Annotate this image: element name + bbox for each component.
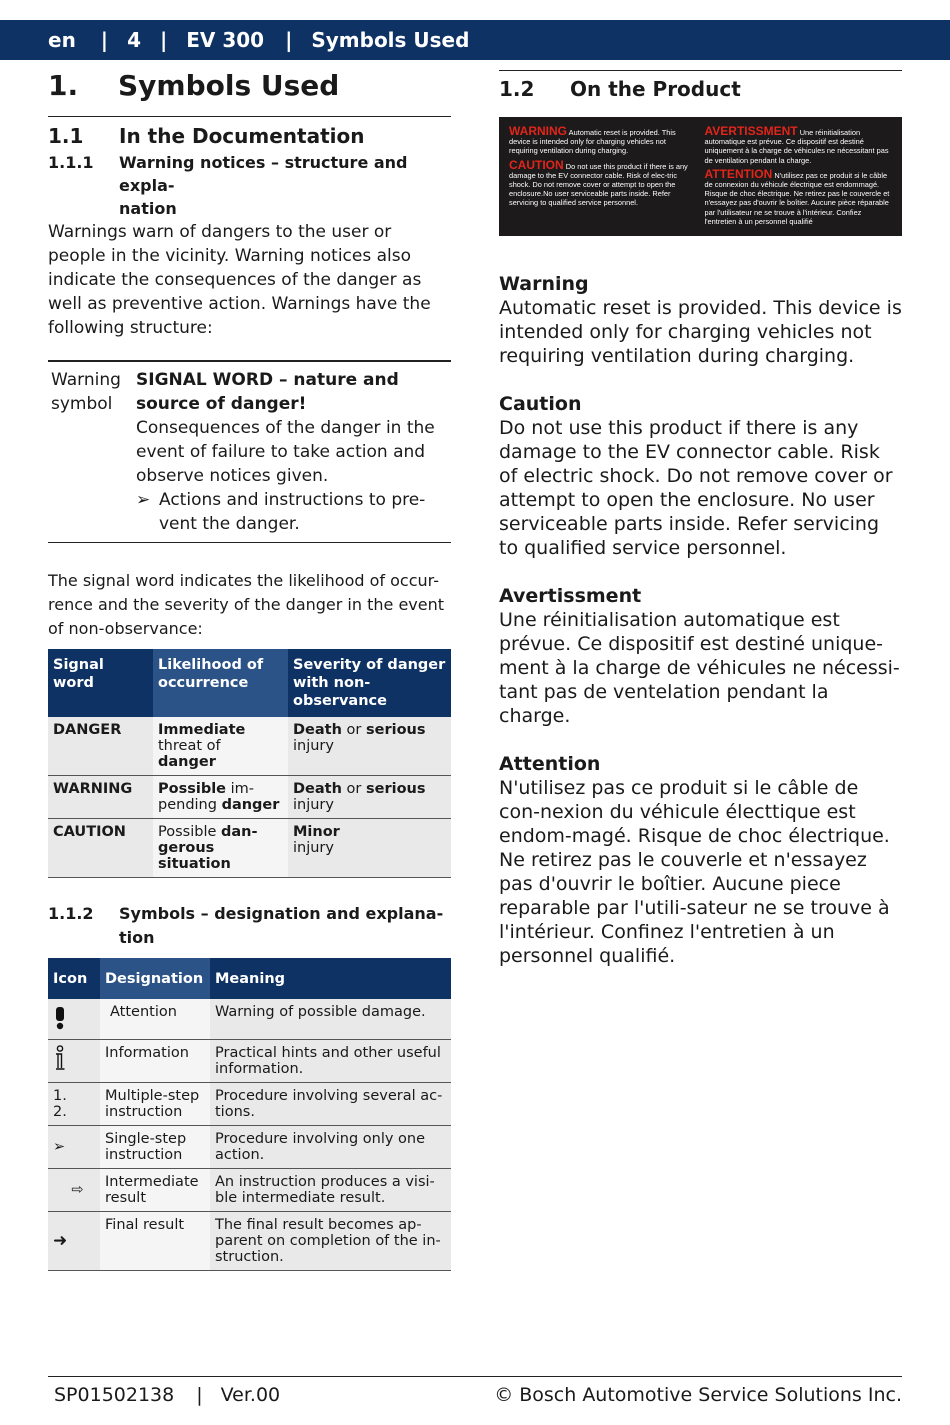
- table-row: [48, 1083, 451, 1126]
- meaning-cell: Warning of possible damage.: [210, 999, 451, 1040]
- right-column: [499, 66, 902, 968]
- header-separator: |: [100, 28, 109, 52]
- version: Ver.00: [220, 1384, 281, 1406]
- signal-word-intro: The signal word indicates the likelihood of occur-rence and the severity of the danger in the event of non-observance:: [48, 571, 445, 638]
- severity-cell: Death or serious injury: [288, 717, 451, 776]
- section-1-1-1-heading: [48, 151, 451, 220]
- notice-text: N'utilisez pas ce produit si le câble de con-nexion du véhicule électtique est endom-magé. Risque de choc électrique. Ne retirez pas le couverle et n'essayez pas d'ouvrir le boîtier. Aucune piece reparable par l'utili-sateur ne se trouve à l'intérieur. Confinez l'entretien à un personnel qualifié.: [499, 777, 890, 967]
- section-title: [119, 902, 443, 950]
- label-column-french: [704, 124, 893, 226]
- header-separator: |: [159, 28, 168, 52]
- notice-text: Do not use this product if there is any damage to the EV connector cable. Risk of electric shock. Do not remove cover or attempt to open the enclosure. No user serviceable parts inside. Refer servicing to qualified service personnel.: [499, 417, 893, 559]
- notice-text: Automatic reset is provided. This device is intended only for charging vehicles not requiring ventilation during charging.: [499, 297, 902, 367]
- notice-attention: [499, 752, 902, 968]
- exclamation-icon: [48, 999, 100, 1040]
- designation-cell: Intermediate result: [100, 1169, 210, 1212]
- page-header: [0, 20, 950, 60]
- meaning-cell: Procedure involving several ac-tions.: [210, 1083, 451, 1126]
- notice-caution: [499, 392, 902, 560]
- designation-cell: Attention: [100, 999, 210, 1040]
- table-row: [48, 819, 451, 878]
- meaning-cell: Procedure involving only one action.: [210, 1126, 451, 1169]
- column-header: Meaning: [210, 958, 451, 999]
- symbols-table: [48, 958, 451, 1271]
- label-column-english: [509, 124, 697, 226]
- signal-word-cell: CAUTION: [48, 819, 153, 878]
- section-title: Symbols Used: [118, 68, 340, 102]
- section-1-heading: [48, 66, 451, 104]
- section-1-1-2-heading: [48, 902, 451, 950]
- label-warning: WARNING Automatic reset is provided. This device is intended only for charging vehicles not requiring ventilation during charging.: [509, 124, 676, 156]
- column-header: Designation: [100, 958, 210, 999]
- designation-cell: Multiple-step instruction: [100, 1083, 210, 1126]
- notice-warning: [499, 272, 902, 368]
- notice-title: Avertissment: [499, 585, 642, 607]
- header-product: EV 300: [186, 28, 265, 52]
- divider: [48, 116, 451, 117]
- warning-notice-content: [136, 368, 451, 536]
- signal-word-line: SIGNAL WORD – nature and source of danger!: [136, 370, 399, 414]
- designation-cell: Information: [100, 1040, 210, 1083]
- severity-cell: Minor injury: [288, 819, 451, 878]
- likelihood-cell: Possible dan-gerous situation: [153, 819, 288, 878]
- label-caution: CAUTION Do not use this product if there is any damage to the EV connector cable. Risk of elec-tric shock. Do not remove cover or attempt to open the enclosure.No user serviceable parts inside. Refer servicing to qualified service personnel.: [509, 157, 688, 208]
- intermediate-arrow-icon: ⇨: [48, 1169, 100, 1212]
- meaning-cell: Practical hints and other useful information.: [210, 1040, 451, 1083]
- table-row: [48, 1126, 451, 1169]
- notice-text: Une réinitialisation automatique est prévue. Ce dispositif est destiné unique-ment à la charge de véhicules ne nécessi-tant pas de ventelation pendant la charge.: [499, 609, 900, 727]
- table-row: [48, 1212, 451, 1271]
- label-avertissment: AVERTISSMENT Une réinitialisation automatique est prévue. Ce dispositif est destiné uniquement à la charge de véhicules ne nécessitant pas de ventilation pendant la charge.: [704, 124, 889, 165]
- table-header-row: [48, 649, 451, 717]
- meaning-cell: The final result becomes ap-parent on completion of the in-struction.: [210, 1212, 451, 1271]
- doc-number: SP01502138: [54, 1384, 175, 1406]
- warning-symbol-label: Warning symbol: [51, 370, 121, 414]
- section-title-line: nation: [119, 199, 177, 218]
- header-section: Symbols Used: [311, 28, 470, 52]
- header-lang: en: [48, 28, 76, 52]
- left-column: [48, 66, 451, 1271]
- column-header: Signal word: [48, 649, 153, 717]
- section-number: 1.1: [48, 124, 84, 148]
- single-step-arrow-icon: ➢: [48, 1126, 100, 1169]
- info-icon: [48, 1040, 100, 1083]
- notice-avertissment: [499, 584, 902, 728]
- table-row: [48, 776, 451, 819]
- section-title: In the Documentation: [119, 124, 365, 148]
- action-text: Actions and instructions to pre-vent the danger.: [159, 490, 426, 534]
- section-title-line: Symbols – designation and explana-: [119, 904, 444, 923]
- signal-word-cell: WARNING: [48, 776, 153, 819]
- table-row: [48, 1169, 451, 1212]
- likelihood-cell: Possible im-pending danger: [153, 776, 288, 819]
- section-title-line: Warning notices – structure and expla-: [119, 153, 408, 195]
- notice-title: Caution: [499, 393, 582, 415]
- table-row: [48, 1040, 451, 1083]
- section-title: On the Product: [570, 77, 741, 101]
- notice-title: Attention: [499, 753, 601, 775]
- column-header: Icon: [48, 958, 100, 999]
- section-title-line: tion: [119, 928, 155, 947]
- section-title: [119, 151, 451, 220]
- section-1-2-heading: [499, 70, 902, 107]
- table-header-row: [48, 958, 451, 999]
- footer-separator: |: [196, 1384, 203, 1406]
- copyright: © Bosch Automotive Service Solutions Inc.: [494, 1384, 902, 1406]
- column-header: Severity of danger with non-observance: [288, 649, 451, 717]
- section-number: 1.1.2: [48, 904, 94, 923]
- final-arrow-icon: ➜: [48, 1212, 100, 1271]
- severity-cell: Death or serious injury: [288, 776, 451, 819]
- intro-paragraph: Warnings warn of dangers to the user or people in the vicinity. Warning notices also indicate the consequences of the danger as well as preventive action. Warnings have the following structure:: [48, 222, 431, 338]
- likelihood-cell: Immediate threat of danger: [153, 717, 288, 776]
- label-attention: ATTENTION N'utilisez pas ce produit si le câble de connexion du véhicule électrique est endommagé. Risque de choc électrique. Ne retirez pas le couvercle et n'essayez pas d'ouvrir le boîtier. Aucune pièce réparable par l'utilisateur ne se trouve à l'intérieur. Confiez l'entretien à un personnel qualifié: [704, 166, 890, 226]
- table-row: [48, 717, 451, 776]
- section-number: 1.2: [499, 77, 535, 101]
- action-instruction: [136, 488, 451, 536]
- single-step-arrow-icon: ➢: [136, 490, 151, 510]
- section-number: 1.1.1: [48, 153, 94, 172]
- designation-cell: Single-step instruction: [100, 1126, 210, 1169]
- consequences-text: Consequences of the danger in the event of failure to take action and observe notices given.: [136, 418, 435, 486]
- signal-word-table: [48, 649, 451, 878]
- notice-title: Warning: [499, 273, 589, 295]
- designation-cell: Final result: [100, 1212, 210, 1271]
- header-page-number: 4: [127, 28, 141, 52]
- signal-word-cell: DANGER: [48, 717, 153, 776]
- warning-notice-structure: [48, 360, 451, 543]
- product-warning-label: [499, 117, 902, 236]
- page-footer: [48, 1376, 902, 1412]
- table-row: [48, 999, 451, 1040]
- header-separator: |: [285, 28, 293, 52]
- section-number: 1.: [48, 68, 79, 102]
- meaning-cell: An instruction produces a visi-ble intermediate result.: [210, 1169, 451, 1212]
- column-header: Likelihood of occurrence: [153, 649, 288, 717]
- section-1-1-heading: [48, 121, 451, 151]
- steps-icon: 1. 2.: [48, 1083, 100, 1126]
